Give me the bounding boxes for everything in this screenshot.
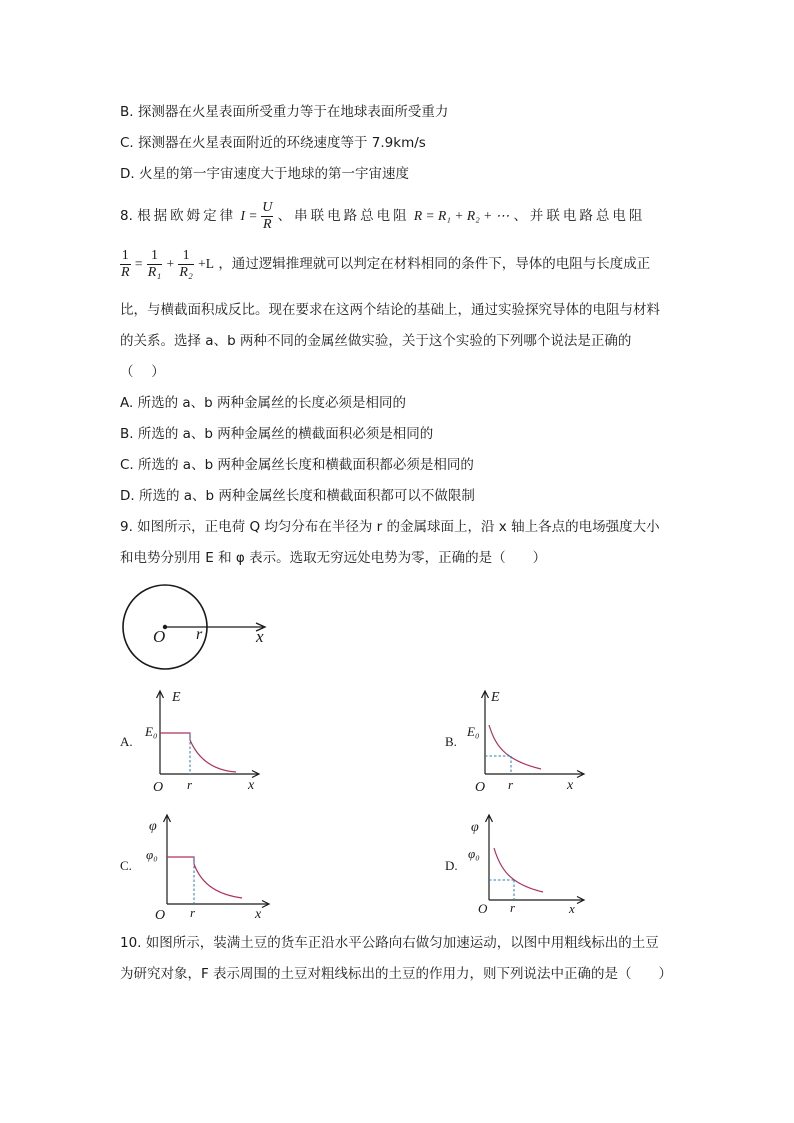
radius-label: r [196,626,203,643]
svg-text:E: E [491,690,500,705]
graph-c [140,812,280,922]
parallel-fraction-r2: $\frac{1}{\text{R₂}}$ [179,247,193,280]
svg-text:φ: φ [149,819,157,834]
x-label: x [256,627,264,646]
svg-text:x: x [567,778,574,793]
q8-stem-line2: $\frac{1}{R}$ = $\frac{1}{\text{R₁}}$ + $\frac{1}{\text{R₂}}$ +L ，通过逻辑推理就可以判定在材料相同的条件下，导体的电阻与长度成正 [121,247,651,280]
graph-d-label: D. [445,858,458,873]
graph-a [140,688,270,796]
svg-text:E: E [172,690,181,705]
svg-text:x: x [248,778,255,793]
origin-label: O [153,627,166,646]
q10-stem-line2: 为研究对象，F 表示周围的土豆对粗线标出的土豆的作用力，则下列说法中正确的是（ ） [120,966,673,982]
graph-d-curve [494,848,543,892]
graph-a-label: A. [120,734,133,749]
svg-text:r: r [187,777,193,792]
graph-b-curve [489,725,541,769]
q9-stem-line1: 9. 如图所示，正电荷 Q 均匀分布在半径为 r 的金属球面上，沿 x 轴上各点的电场强度大小 [120,519,660,535]
svg-text:φ₀: φ₀ [468,846,480,861]
q8-stem-line4: 的关系。选择 a、b 两种不同的金属丝做实验，关于这个实验的下列哪个说法是正确的 [120,333,632,349]
parallel-fraction-total: $\frac{1}{R}$ [121,247,130,280]
svg-text:r: r [508,777,514,792]
svg-text:r: r [510,900,516,915]
parallel-fraction-r1: $\frac{1}{\text{R₁}}$ [147,247,162,280]
q8-answer-bracket: （ ） [120,364,165,380]
svg-text:O: O [155,908,166,923]
svg-text:E₀: E₀ [467,724,480,739]
svg-text:E₀: E₀ [145,724,158,739]
svg-text:φ: φ [471,820,479,835]
graph-b-label: B. [445,734,457,749]
q8-stem-line3: 比，与横截面积成反比。现在要求在这两个结论的基础上，通过实验探究导体的电阻与材料 [120,302,660,318]
q8-option-a: A. 所选的 a、b 两种金属丝的长度必须是相同的 [120,395,407,411]
q8-option-d: D. 所选的 a、b 两种金属丝长度和横截面积都可以不做限制 [120,488,475,504]
svg-text:x: x [569,901,575,916]
svg-text:O: O [475,780,486,795]
graph-c-label: C. [120,858,132,873]
svg-text:x: x [255,907,262,922]
svg-text:φ₀: φ₀ [146,847,158,862]
graph-c-curve [167,857,242,898]
q8-option-c: C. 所选的 a、b 两种金属丝长度和横截面积都必须是相同的 [120,457,474,473]
q8-option-b: B. 所选的 a、b 两种金属丝的横截面积必须是相同的 [120,426,434,442]
svg-text:O: O [478,901,488,916]
q7-option-c: C. 探测器在火星表面附近的环绕速度等于 7.9km/s [120,135,426,151]
q10-stem-line1: 10. 如图所示，装满土豆的货车正沿水平公路向右做匀加速运动，以图中用粗线标出的土豆 [120,935,659,951]
graph-b [465,688,595,796]
q8-stem-line1: 8. 根据欧姆定律 I = $\frac{U}{R}$ 、串联电路总电阻 R = R₁ + R₂ + ⋯ 、并联电路总电阻 [120,199,646,232]
q7-option-d: D. 火星的第一宇宙速度大于地球的第一宇宙速度 [120,166,409,182]
q7-option-b: B. 探测器在火星表面所受重力等于在地球表面所受重力 [120,104,449,120]
q9-stem-line2: 和电势分别用 E 和 φ 表示。选取无穷远处电势为零，正确的是（ ） [120,550,547,566]
sphere-figure [115,578,285,678]
ohm-fraction: $\frac{U}{R}$ [262,199,273,232]
graph-a-curve [160,733,236,772]
svg-text:O: O [153,780,164,795]
svg-text:r: r [190,905,196,920]
graph-d [465,812,595,920]
